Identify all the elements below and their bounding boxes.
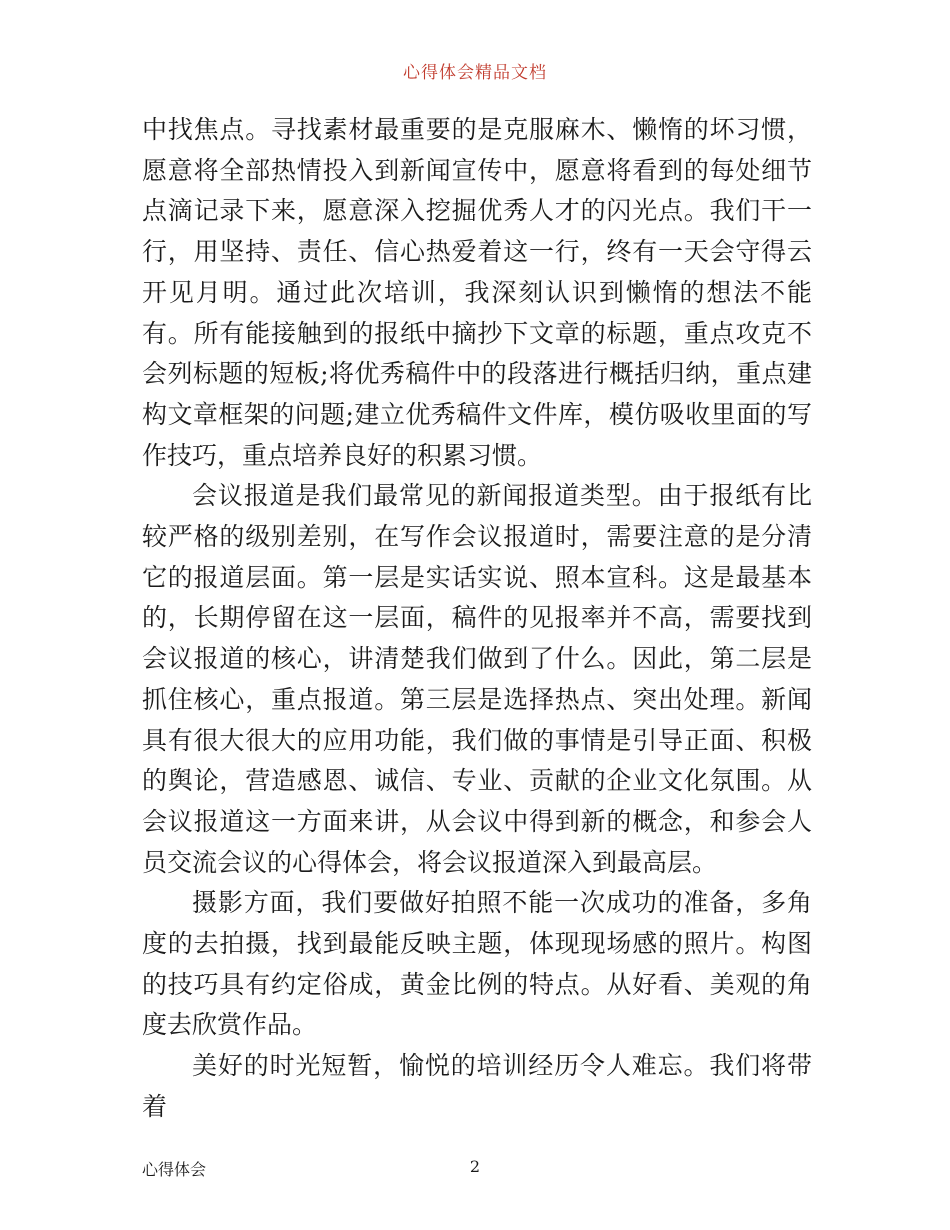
page-number: 2	[469, 1157, 481, 1176]
footer-label: 心得体会	[142, 1160, 207, 1179]
document-body	[142, 110, 812, 1128]
paragraph-meeting-report: 会议报道是我们最常见的新闻报道类型。由于报纸有比较严格的级别差别，在写作会议报道时，需要注意的是分清它的报道层面。第一层是实话实说、照本宣科。这是最基本的，长期停留在这一层面，稿件的见报率并不高，需要找到会议报道的核心，讲清楚我们做到了什么。因此，第二层是抓住核心，重点报道。第三层是选择热点、突出处理。新闻具有很大很大的应用功能，我们做的事情是引导正面、积极的舆论，营造感恩、诚信、专业、贡献的企业文化氛围。从会议报道这一方面来讲，从会议中得到新的概念，和参会人员交流会议的心得体会，将会议报道深入到最高层。	[142, 481, 812, 877]
paragraph-closing: 美好的时光短暂，愉悦的培训经历令人难忘。我们将带着	[142, 1051, 812, 1121]
page-header-title: 心得体会精品文档	[403, 63, 547, 83]
paragraph-photography: 摄影方面，我们要做好拍照不能一次成功的准备，多角度的去拍摄，找到最能反映主题，体现现场感的照片。构图的技巧具有约定俗成，黄金比例的特点。从好看、美观的角度去欣赏作品。	[142, 888, 812, 1040]
paragraph-continuation: 中找焦点。寻找素材最重要的是克服麻木、懒惰的坏习惯，愿意将全部热情投入到新闻宣传中，愿意将看到的每处细节点滴记录下来，愿意深入挖掘优秀人才的闪光点。我们干一行，用坚持、责任、信心热爱着这一行，终有一天会守得云开见月明。通过此次培训，我深刻认识到懒惰的想法不能有。所有能接触到的报纸中摘抄下文章的标题，重点攻克不会列标题的短板;将优秀稿件中的段落进行概括归纳，重点建构文章框架的问题;建立优秀稿件文件库，模仿吸收里面的写作技巧，重点培养良好的积累习惯。	[142, 115, 812, 470]
